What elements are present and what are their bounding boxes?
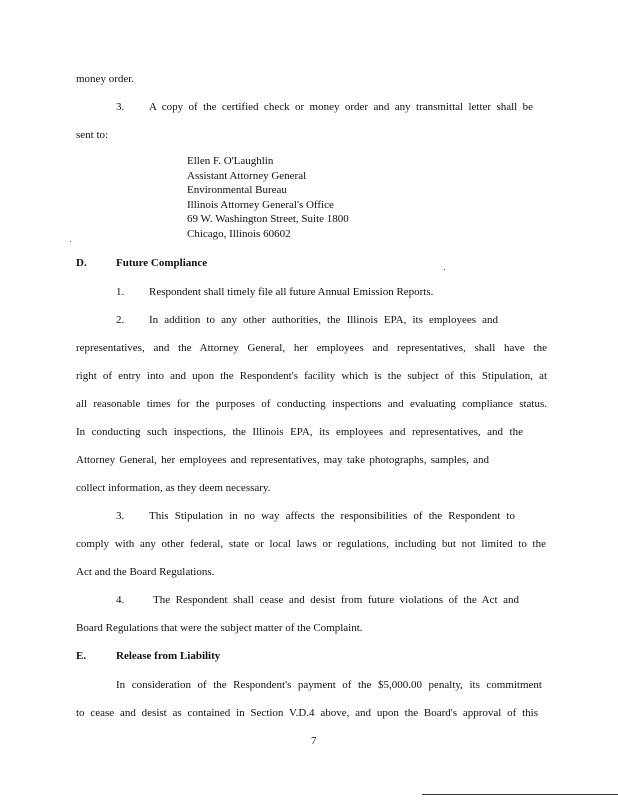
d3-first-line: This Stipulation in no way affects the responsibilities of the Respondent to xyxy=(149,510,515,522)
section-d-letter: D. xyxy=(76,257,87,269)
page-number: 7 xyxy=(311,735,317,747)
d1-text: Respondent shall timely file all future Annual Emission Reports. xyxy=(149,286,434,298)
d4-number: 4. xyxy=(116,594,125,606)
continuation-text: money order. xyxy=(76,73,135,85)
section-e-title: Release from Liability xyxy=(116,650,221,662)
d2-first-line: In addition to any other authorities, the Illinois EPA, its employees and xyxy=(149,314,498,326)
d2-line: representatives, and the Attorney General, her employees and representatives, shall have the xyxy=(76,342,547,354)
address-line: Chicago, Illinois 60602 xyxy=(187,228,291,240)
section-e-letter: E. xyxy=(76,650,87,662)
d4-last-line: Board Regulations that were the subject matter of the Complaint. xyxy=(76,622,363,634)
item-3-text: A copy of the certified check or money order and any transmittal letter shall be xyxy=(149,101,533,113)
d2-line: right of entry into and upon the Respondent's facility which is the subject of this Stipulation, at xyxy=(76,370,547,382)
footer-rule xyxy=(422,794,618,795)
d2-last-line: collect information, as they deem necessary. xyxy=(76,482,271,494)
address-line: 69 W. Washington Street, Suite 1800 xyxy=(187,213,349,225)
address-line: Illinois Attorney General's Office xyxy=(187,199,334,211)
item-3-continuation: sent to: xyxy=(76,129,109,141)
e1-line: to cease and desist as contained in Section V.D.4 above, and upon the Board's approval of this xyxy=(76,707,538,719)
e1-first-line: In consideration of the Respondent's payment of the $5,000.00 penalty, its commitment xyxy=(116,679,542,691)
scan-speck xyxy=(444,269,445,270)
d2-line: all reasonable times for the purposes of conducting inspections and evaluating compliance status. xyxy=(76,398,547,410)
scan-speck xyxy=(70,241,71,242)
address-line: Environmental Bureau xyxy=(187,184,287,196)
d3-last-line: Act and the Board Regulations. xyxy=(76,566,215,578)
item-3-number: 3. xyxy=(116,101,125,113)
d3-number: 3. xyxy=(116,510,125,522)
d2-line: Attorney General, her employees and representatives, may take photographs, samples, and xyxy=(76,454,489,466)
address-line: Assistant Attorney General xyxy=(187,170,307,182)
d2-number: 2. xyxy=(116,314,125,326)
section-d-title: Future Compliance xyxy=(116,257,208,269)
d1-number: 1. xyxy=(116,286,125,298)
d3-line: comply with any other federal, state or local laws or regulations, including but not limited to the xyxy=(76,538,546,550)
address-line: Ellen F. O'Laughlin xyxy=(187,155,274,167)
d2-line: In conducting such inspections, the Illinois EPA, its employees and representatives, and the xyxy=(76,426,523,438)
d4-first-line: The Respondent shall cease and desist from future violations of the Act and xyxy=(153,594,519,606)
